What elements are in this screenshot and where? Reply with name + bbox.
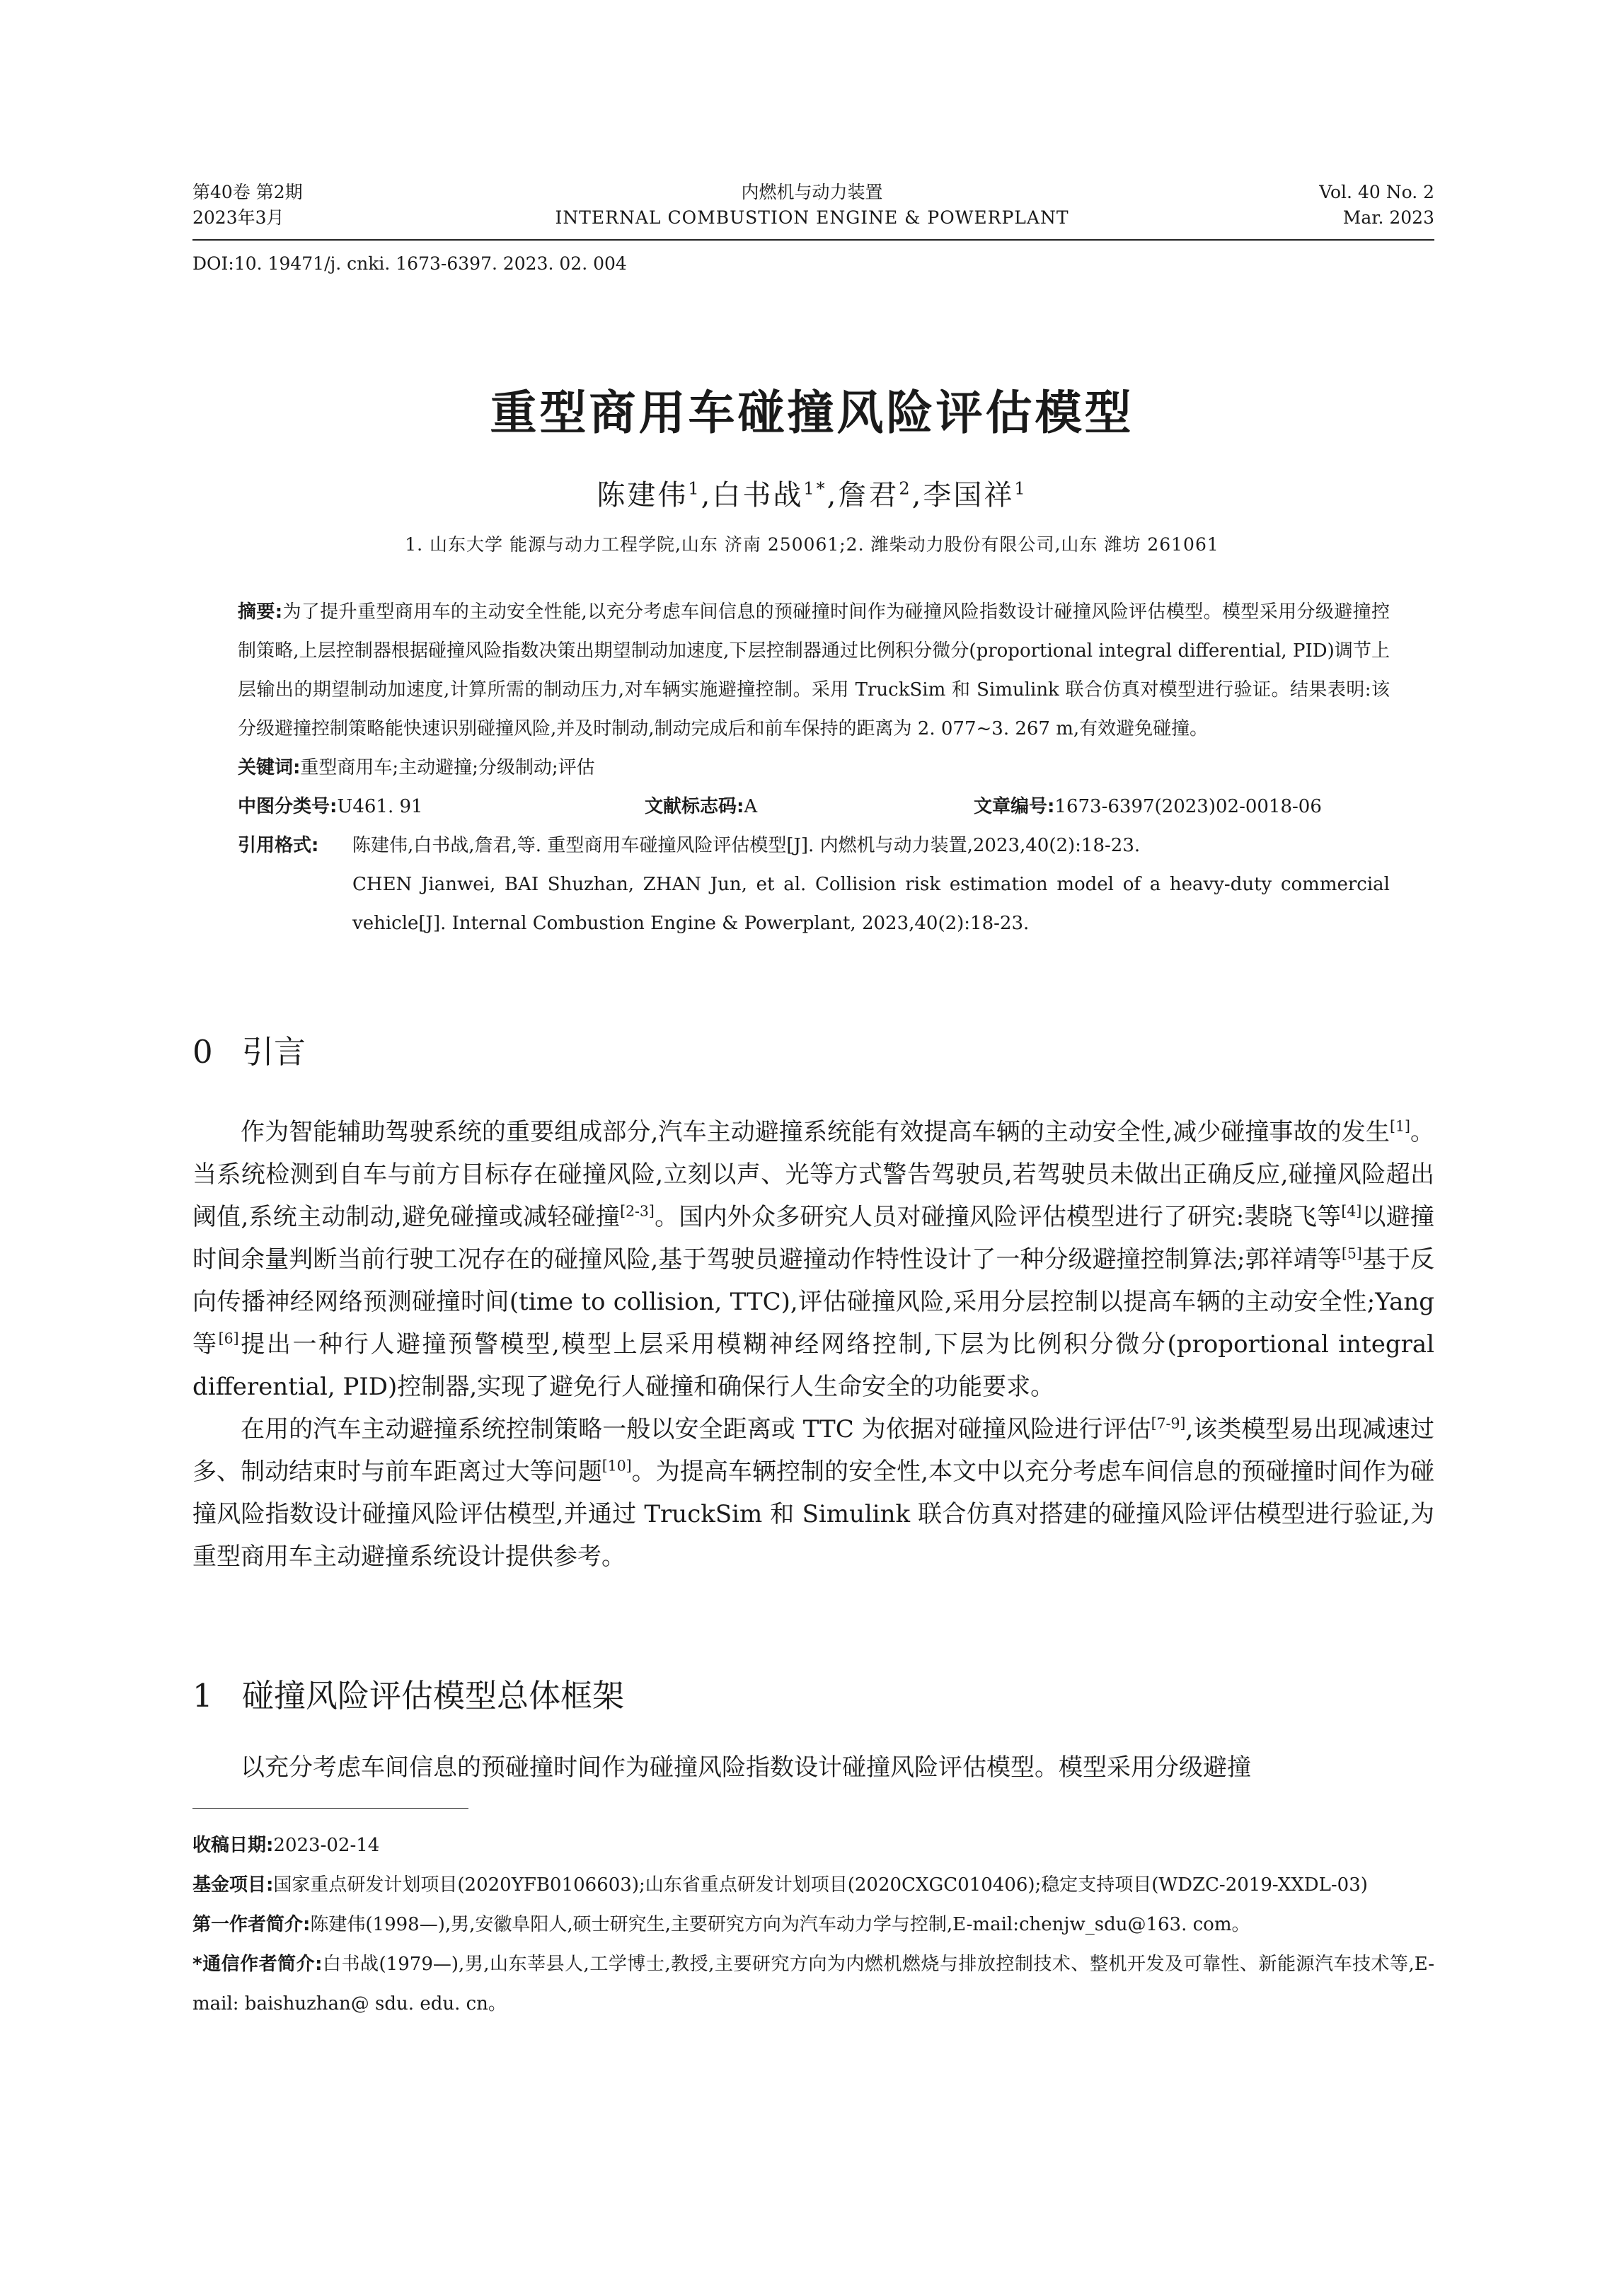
author-list	[0, 473, 1624, 513]
section-1-body	[192, 1746, 1434, 1789]
classification-row	[238, 788, 1390, 826]
text-run: 作为智能辅助驾驶系统的重要组成部分,汽车主动避撞系统能有效提高车辆的主动安全性,减少碰撞事故的发生	[241, 1118, 1390, 1146]
header-rule	[192, 239, 1434, 241]
text-run: 提出一种行人避撞预警模型,模型上层采用模糊神经网络控制,下层为比例积分微分(proportional integral differential, PID)控制器,实现了避免行人碰撞和确保行人生命安全的功能要求。	[192, 1330, 1435, 1401]
citation-ref[interactable]: [1]	[1390, 1117, 1410, 1135]
header-date-cn: 2023年3月	[192, 207, 284, 228]
paper-title: 重型商用车碰撞风险评估模型	[490, 386, 1134, 440]
article-label: 文章编号:	[974, 796, 1055, 817]
text-run: ,该类模型易出现减速过多、制动结束时与前车距离过大等问题	[192, 1415, 1434, 1486]
first-author-bio	[192, 1905, 1434, 1944]
header-journal-en: INTERNAL COMBUSTION ENGINE & POWERPLANT	[555, 207, 1069, 228]
text-run: 在用的汽车主动避撞系统控制策略一般以安全距离或 TTC 为依据对碰撞风险进行评估	[241, 1415, 1151, 1443]
section-1-heading	[192, 1670, 624, 1716]
section-1-number: 1	[192, 1677, 213, 1714]
text-run: 。当系统检测到自车与前方目标存在碰撞风险,立刻以声、光等方式警告驾驶员,若驾驶员未做出正确反应,碰撞风险超出阈值,系统主动制动,避免碰撞或减轻碰撞	[192, 1118, 1434, 1231]
funding-label: 基金项目:	[192, 1874, 274, 1896]
author-2: 白书战	[712, 479, 804, 512]
citation-en: CHEN Jianwei, BAI Shuzhan, ZHAN Jun, et al. Collision risk estimation model of a heavy-duty commercial vehicle[J]. Internal Combustion Engine & Powerplant, 2023,40(2):18-23.	[352, 874, 1390, 934]
header-right	[1319, 180, 1434, 231]
corresponding-author-label: *通信作者简介:	[192, 1954, 323, 1975]
section-1-title: 碰撞风险评估模型总体框架	[242, 1677, 625, 1714]
keywords-text: 重型商用车;主动避撞;分级制动;评估	[300, 757, 595, 778]
funding-text: 国家重点研发计划项目(2020YFB0106603);山东省重点研发计划项目(2020CXGC010406);稳定支持项目(WDZC-2019-XXDL-03)	[273, 1874, 1368, 1896]
section-0-heading	[192, 1026, 306, 1072]
author-2-affil: 1*	[803, 478, 827, 499]
header-journal-cn: 内燃机与动力装置	[741, 182, 883, 202]
abstract-block	[238, 593, 1390, 943]
header-date-en: Mar. 2023	[1342, 207, 1434, 228]
section-0-number: 0	[192, 1033, 213, 1071]
keywords	[238, 749, 1390, 788]
doi: DOI:10. 19471/j. cnki. 1673-6397. 2023. 02. 004	[192, 253, 627, 274]
citation	[238, 826, 1390, 943]
author-1-affil: 1	[688, 478, 701, 499]
citation-ref[interactable]: [5]	[1341, 1245, 1362, 1262]
author-1: 陈建伟	[597, 479, 689, 512]
author-sep: ,	[911, 479, 923, 512]
text-run: 。为提高车辆控制的安全性,本文中以充分考虑车间信息的预碰撞时间作为碰撞风险指数设计碰撞风险评估模型,并通过 TruckSim 和 Simulink 联合仿真对搭建的碰撞风险评估模型进行验证,为重型商用车主动避撞系统设计提供参考。	[192, 1458, 1434, 1571]
footnote-rule	[192, 1808, 468, 1809]
citation-ref[interactable]: [7-9]	[1151, 1414, 1186, 1432]
doc-label: 文献标志码:	[645, 796, 744, 817]
text-run: 以避撞时间余量判断当前行驶工况存在的碰撞风险,基于驾驶员避撞动作特性设计了一种分级避撞控制算法;郭祥靖等	[192, 1203, 1435, 1274]
header-volume-en: Vol. 40 No. 2	[1319, 182, 1434, 202]
footnotes	[192, 1826, 1434, 2024]
citation-ref[interactable]: [10]	[601, 1457, 632, 1475]
abstract-text: 为了提升重型商用车的主动安全性能,以充分考虑车间信息的预碰撞时间作为碰撞风险指数设计碰撞风险评估模型。模型采用分级避撞控制策略,上层控制器根据碰撞风险指数决策出期望制动加速度,下层控制器通过比例积分微分(proportional integral differential, PID)调节上层输出的期望制动加速度,计算所需的制动压力,对车辆实施避撞控制。采用 TruckSim 和 Simulink 联合仿真对模型进行验证。结果表明:该分级避撞控制策略能快速识别碰撞风险,并及时制动,制动完成后和前车保持的距离为 2. 077~3. 267 m,有效避免碰撞。	[238, 601, 1390, 739]
citation-ref[interactable]: [4]	[1341, 1202, 1362, 1220]
received-date	[192, 1826, 1434, 1865]
intro-paragraph-2	[192, 1408, 1434, 1578]
section-1-paragraph: 以充分考虑车间信息的预碰撞时间作为碰撞风险指数设计碰撞风险评估模型。模型采用分级避撞	[241, 1753, 1251, 1782]
text-run: 基于反向传播神经网络预测碰撞时间(time to collision, TTC),评估碰撞风险,采用分层控制以提高车辆的主动安全性;Yang 等	[192, 1245, 1435, 1359]
affiliations: 1. 山东大学 能源与动力工程学院,山东 济南 250061;2. 潍柴动力股份有限公司,山东 潍坊 261061	[405, 534, 1219, 555]
article-number	[974, 788, 1322, 826]
author-3: 詹君	[838, 479, 899, 512]
received-value: 2023-02-14	[273, 1835, 380, 1856]
author-3-affil: 2	[899, 478, 912, 499]
citation-label: 引用格式:	[238, 835, 319, 856]
first-author-text: 陈建伟(1998—),男,安徽阜阳人,硕士研究生,主要研究方向为汽车动力学与控制,E-mail:chenjw_sdu@163. com。	[310, 1914, 1250, 1935]
clc-number	[238, 788, 423, 826]
citation-ref[interactable]: [6]	[218, 1330, 239, 1347]
text-run: 。国内外众多研究人员对碰撞风险评估模型进行了研究:裴晓飞等	[654, 1203, 1342, 1231]
keywords-label: 关键词:	[238, 757, 301, 778]
section-0-title: 引言	[242, 1033, 306, 1071]
author-4: 李国祥	[923, 479, 1015, 512]
article-value: 1673-6397(2023)02-0018-06	[1054, 796, 1322, 817]
citation-cn: 陈建伟,白书战,詹君,等. 重型商用车碰撞风险评估模型[J]. 内燃机与动力装置,2023,40(2):18-23.	[352, 835, 1141, 856]
clc-value: U461. 91	[337, 796, 423, 817]
author-sep: ,	[701, 479, 713, 512]
corresponding-author-bio	[192, 1944, 1434, 2024]
intro-paragraph-1	[192, 1111, 1434, 1408]
citation-ref[interactable]: [2-3]	[620, 1202, 655, 1220]
abstract-label: 摘要:	[238, 601, 283, 623]
received-label: 收稿日期:	[192, 1835, 274, 1856]
author-4-affil: 1	[1014, 478, 1027, 499]
corresponding-author-text: 白书战(1979—),男,山东莘县人,工学博士,教授,主要研究方向为内燃机燃烧与排放控制技术、整机开发及可靠性、新能源汽车技术等,E-mail: baishuzhan@ sdu. edu. cn。	[192, 1954, 1435, 2014]
doc-value: A	[744, 796, 758, 817]
header-volume-cn: 第40卷 第2期	[192, 182, 303, 202]
funding	[192, 1865, 1434, 1905]
abstract	[238, 593, 1390, 749]
intro-body	[192, 1111, 1434, 1578]
author-sep: ,	[827, 479, 839, 512]
first-author-label: 第一作者简介:	[192, 1914, 311, 1935]
document-code	[645, 788, 757, 826]
clc-label: 中图分类号:	[238, 796, 338, 817]
